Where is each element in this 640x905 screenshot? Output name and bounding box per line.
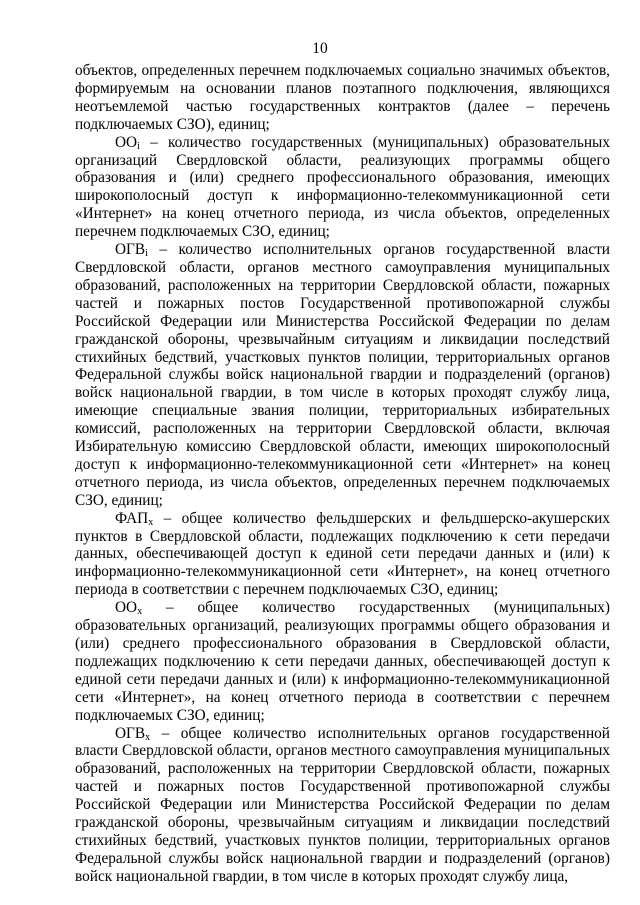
definition-text: – количество исполнительных органов государственной власти Свердловской области, органов местного самоуправления муниципальных образований, расположенных на территории Свердловской области, пожарных частей и пожарных постов Государственной противопожарной службы Российской Федерации или Министерства Российской Федерации по делам гражданской обороны, чрезвычайным ситуациям и ликвидации последствий стихийных бедствий, участковых пунктов полиции, территориальных органов Федеральной службы войск национальной гвардии и подразделений (органов) войск национальной гвардии, в том числе в которых проходят службу лица, имеющие специальные звания полиции, территориальных избирательных комиссий, расположенных на территории Свердловской области, включая Избирательную комиссию Свердловской области, имеющих широкополосный доступ к информационно-телекоммуникационной сети «Интернет» на конец отчетного периода, из числа объектов, определенных перечнем подключаемых СЗО, единиц; — [75, 241, 610, 509]
definition-ogv-i — [75, 241, 610, 510]
page-number: 10 — [312, 40, 328, 57]
definition-oo-i — [75, 134, 610, 241]
definition-text: – общее количество государственных (муниципальных) образовательных организаций, реализующих программы общего образования и (или) среднего профессионального образования в Свердловской области, подлежащих подключению к сети передачи данных, обеспечивающей доступ к единой сети передачи данных и (или) к информационно-телекоммуникационной сети «Интернет», на конец отчетного периода в соответствии с перечнем подключаемых СЗО, единиц; — [75, 599, 610, 724]
paragraph-text: объектов, определенных перечнем подключаемых социально значимых объектов, формируемым на основании планов поэтапного подключения, являющихся неотъемлемой частью государственных контрактов (далее – перечень подключаемых СЗО), единиц; — [75, 62, 610, 133]
term: ФАП — [115, 509, 149, 527]
term-subscript: x — [137, 606, 143, 618]
term: ОГВ — [115, 724, 146, 742]
page-body — [75, 62, 610, 886]
definition-text: – общее количество фельдшерских и фельдшерско-акушерских пунктов в Свердловской области, подлежащих подключению к сети передачи данных, обеспечивающей доступ к единой сети передачи данных и (или) к информационно-телекоммуникационной сети «Интернет», на конец отчетного периода в соответствии с перечнем подключаемых СЗО, единиц; — [75, 509, 610, 599]
term: ОО — [115, 599, 138, 617]
definition-text: – количество государственных (муниципальных) образовательных организаций Свердловской области, реализующих программы общего образования и (или) среднего профессионального образования, имеющих широкополосный доступ к информационно-телекоммуникационной сети «Интернет» на конец отчетного периода, из числа объектов, определенных перечнем подключаемых СЗО, единиц; — [75, 133, 610, 241]
term-subscript: i — [145, 248, 148, 260]
definition-ogv-x — [75, 725, 610, 886]
definition-fap-x — [75, 510, 610, 600]
term-subscript: x — [148, 516, 154, 528]
definition-oo-x — [75, 599, 610, 724]
term-subscript: i — [137, 140, 140, 152]
term: ОГВ — [115, 241, 146, 259]
term-subscript: x — [145, 731, 151, 743]
definition-text: – общее количество исполнительных органов государственной власти Свердловской области, органов местного самоуправления муниципальных образований, расположенных на территории Свердловской области, пожарных частей и пожарных постов Государственной противопожарной службы Российской Федерации или Министерства Российской Федерации по делам гражданской обороны, чрезвычайным ситуациям и ликвидации последствий стихийных бедствий, участковых пунктов полиции, территориальных органов Федеральной службы войск национальной гвардии и подразделений (органов) войск национальной гвардии, в том числе в которых проходят службу лица, — [75, 724, 610, 885]
term: ОО — [115, 133, 138, 151]
paragraph-continuation — [75, 62, 610, 134]
